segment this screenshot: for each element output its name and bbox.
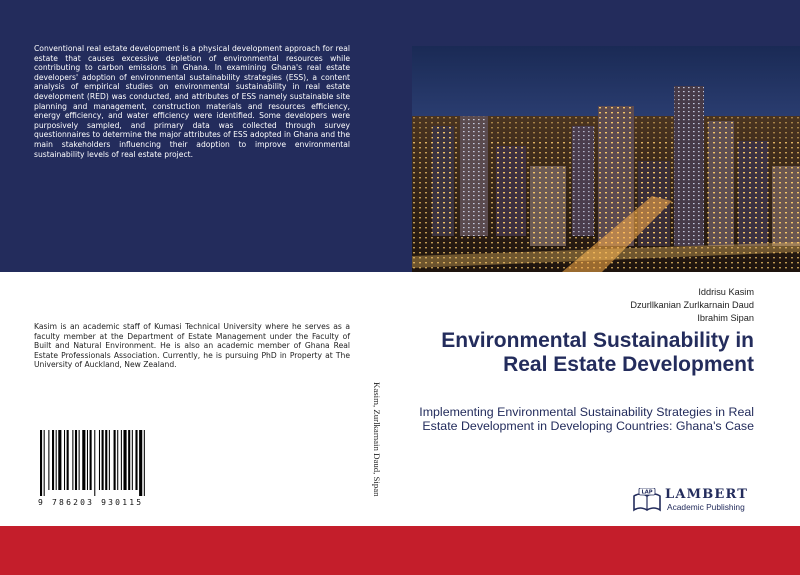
book-subtitle: Implementing Environmental Sustainability Strategies in Real Estate Development in Developing Countries: Ghana's Case xyxy=(419,405,754,433)
publisher-icon-text: LAP xyxy=(641,489,653,496)
author-name: Ibrahim Sipan xyxy=(697,313,754,323)
author-list xyxy=(630,286,754,325)
bottom-red-band xyxy=(0,526,800,575)
city-night-skyline-image xyxy=(412,46,800,272)
open-book-logo-icon xyxy=(632,488,662,514)
publisher-subname: Academic Publishing xyxy=(667,502,745,512)
spine-text: Kasim, Zurlkarnain Daud, Sipan xyxy=(372,382,382,497)
publisher-name: LAMBERT xyxy=(665,487,749,502)
back-cover-blurb: Conventional real estate development is a physical development approach for real estate that causes excessive depletion of environmental resources while contributing to carbon emissions in Ghana. In examining Ghana's real estate developers' adoption of environmental sustainability strategies (ESS), a content analysis of empirical studies on environmental sustainability in real estate development (RED) was conducted, and attributes of ESS namely sustainable site planning and management, construction materials and resources efficiency, energy efficiency, and water efficiency were identified. Some developers were purposively sampled, and primary data was collected through survey questionnaires to determine the major attributes of ESS adopted in Ghana and the main stakeholders influencing their adoption to improve environmental sustainability levels of real estate project. xyxy=(34,44,350,159)
book-title: Environmental Sustainability in Real Estate Development xyxy=(441,329,754,376)
author-bio: Kasim is an academic staff of Kumasi Technical University where he serves as a faculty member at the Department of Estate Management under the Faculty of Built and Natural Environment. He is also an academic member of Ghana Real Estate Professionals Association. Currently, he is pursuing PhD in Property at The University of Auckland, New Zealand. xyxy=(34,322,350,370)
publisher-logo xyxy=(632,488,756,514)
author-name: Iddrisu Kasim xyxy=(698,287,754,297)
isbn-number: 9 786203 930115 xyxy=(38,498,144,507)
author-name: Dzurllkanian Zurlkarnain Daud xyxy=(630,300,754,310)
